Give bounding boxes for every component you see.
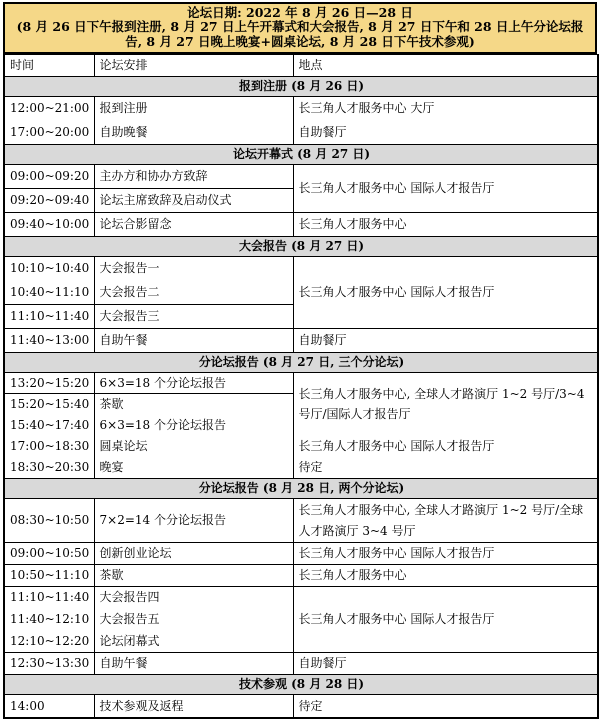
forum-date-banner [3, 2, 597, 54]
activity-cell: 创新创业论坛 [94, 542, 293, 564]
venue-cell: 自助餐厅 [293, 121, 598, 145]
section-header-technical-visit [4, 674, 598, 694]
time-cell: 10:40~11:10 [4, 281, 94, 305]
venue-cell: 长三角人才服务中心 国际人才报告厅 [293, 586, 598, 652]
activity-cell: 自助晚餐 [94, 121, 293, 145]
time-cell: 10:50~11:10 [4, 564, 94, 586]
venue-text: 长三角人才服务中心, 全球人才路演厅 1~2 号厅/3~4 号厅/国际人才报告厅 [298, 386, 585, 421]
time-cell: 18:30~20:30 [4, 457, 94, 478]
venue-cell: 自助餐厅 [293, 652, 598, 674]
time-cell: 13:20~15:20 [4, 373, 94, 394]
activity-cell: 大会报告四 [94, 586, 293, 608]
venue-cell: 长三角人才服务中心 国际人才报告厅 [293, 257, 598, 329]
activity-cell: 技术参观及返程 [94, 694, 293, 718]
time-cell: 15:40~17:40 [4, 415, 94, 436]
venue-cell-merged [293, 373, 598, 479]
activity-cell: 大会报告二 [94, 281, 293, 305]
activity-cell: 晚宴 [94, 457, 293, 478]
section-title: 报到注册 (8 月 26 日) [4, 77, 598, 97]
section-header-opening-ceremony [4, 145, 598, 165]
time-cell: 14:00 [4, 694, 94, 718]
time-cell: 11:40~13:00 [4, 329, 94, 353]
activity-cell: 大会报告三 [94, 305, 293, 329]
time-cell: 12:00~21:00 [4, 97, 94, 121]
section-title: 论坛开幕式 (8 月 27 日) [4, 145, 598, 165]
activity-cell: 自助午餐 [94, 329, 293, 353]
activity-cell: 茶歇 [94, 394, 293, 415]
activity-cell: 论坛主席致辞及启动仪式 [94, 189, 293, 213]
venue-cell: 长三角人才服务中心, 全球人才路演厅 1~2 号厅/全球人才路演厅 3~4 号厅 [293, 499, 598, 543]
activity-cell: 6×3=18 个分论坛报告 [94, 373, 293, 394]
venue-text: 待定 [298, 460, 323, 475]
section-title: 技术参观 (8 月 28 日) [4, 674, 598, 694]
activity-cell: 自助午餐 [94, 652, 293, 674]
time-cell: 11:40~12:10 [4, 608, 94, 630]
venue-cell: 长三角人才服务中心 国际人才报告厅 [293, 165, 598, 213]
schedule-row [4, 213, 598, 237]
venue-cell: 长三角人才服务中心 [293, 564, 598, 586]
forum-date-title: 论坛日期: 2022 年 8 月 26 日—28 日 [187, 5, 413, 20]
schedule-row [4, 165, 598, 189]
time-cell: 12:10~12:20 [4, 630, 94, 652]
time-cell: 11:10~11:40 [4, 586, 94, 608]
time-cell: 08:30~10:50 [4, 499, 94, 543]
schedule-row [4, 499, 598, 543]
schedule-row [4, 257, 598, 281]
schedule-row [4, 564, 598, 586]
column-header-venue: 地点 [293, 55, 598, 77]
time-cell: 09:00~09:20 [4, 165, 94, 189]
section-header-registration [4, 77, 598, 97]
venue-cell: 自助餐厅 [293, 329, 598, 353]
section-title: 分论坛报告 (8 月 28 日, 两个分论坛) [4, 479, 598, 499]
schedule-row [4, 329, 598, 353]
time-cell: 12:30~13:30 [4, 652, 94, 674]
time-cell: 17:00~20:00 [4, 121, 94, 145]
schedule-row [4, 542, 598, 564]
activity-cell: 论坛闭幕式 [94, 630, 293, 652]
table-header-row [4, 55, 598, 77]
activity-cell: 主办方和协办方致辞 [94, 165, 293, 189]
section-title: 分论坛报告 (8 月 27 日, 三个分论坛) [4, 353, 598, 373]
venue-cell: 待定 [293, 694, 598, 718]
time-cell: 09:20~09:40 [4, 189, 94, 213]
venue-cell: 长三角人才服务中心 [293, 213, 598, 237]
activity-cell: 6×3=18 个分论坛报告 [94, 415, 293, 436]
time-cell: 09:40~10:00 [4, 213, 94, 237]
schedule-table [3, 54, 599, 719]
schedule-row [4, 694, 598, 718]
time-cell: 11:10~11:40 [4, 305, 94, 329]
schedule-row [4, 652, 598, 674]
venue-text: 长三角人才服务中心 国际人才报告厅 [298, 439, 495, 454]
column-header-arrangement: 论坛安排 [94, 55, 293, 77]
forum-schedule-note: (8 月 26 日下午报到注册, 8 月 27 日上午开幕式和大会报告, 8 月 27 日下午和 28 日上午分论坛报告, 8 月 27 日晚上晚宴+圆桌论坛, 8 月 28 日下午技术参观) [16, 19, 584, 49]
schedule-row [4, 586, 598, 608]
activity-cell: 大会报告五 [94, 608, 293, 630]
section-header-parallel-sessions-aug27 [4, 353, 598, 373]
activity-cell: 论坛合影留念 [94, 213, 293, 237]
schedule-row [4, 373, 598, 394]
time-cell: 09:00~10:50 [4, 542, 94, 564]
time-cell: 10:10~10:40 [4, 257, 94, 281]
section-title: 大会报告 (8 月 27 日) [4, 237, 598, 257]
time-cell: 17:00~18:30 [4, 436, 94, 457]
section-header-plenary-reports [4, 237, 598, 257]
schedule-row [4, 97, 598, 121]
activity-cell: 报到注册 [94, 97, 293, 121]
activity-cell: 大会报告一 [94, 257, 293, 281]
activity-cell: 茶歇 [94, 564, 293, 586]
time-cell: 15:20~15:40 [4, 394, 94, 415]
schedule-row [4, 121, 598, 145]
activity-cell: 圆桌论坛 [94, 436, 293, 457]
section-header-parallel-sessions-aug28 [4, 479, 598, 499]
column-header-time: 时间 [4, 55, 94, 77]
venue-cell: 长三角人才服务中心 国际人才报告厅 [293, 542, 598, 564]
activity-cell: 7×2=14 个分论坛报告 [94, 499, 293, 543]
venue-cell: 长三角人才服务中心 大厅 [293, 97, 598, 121]
